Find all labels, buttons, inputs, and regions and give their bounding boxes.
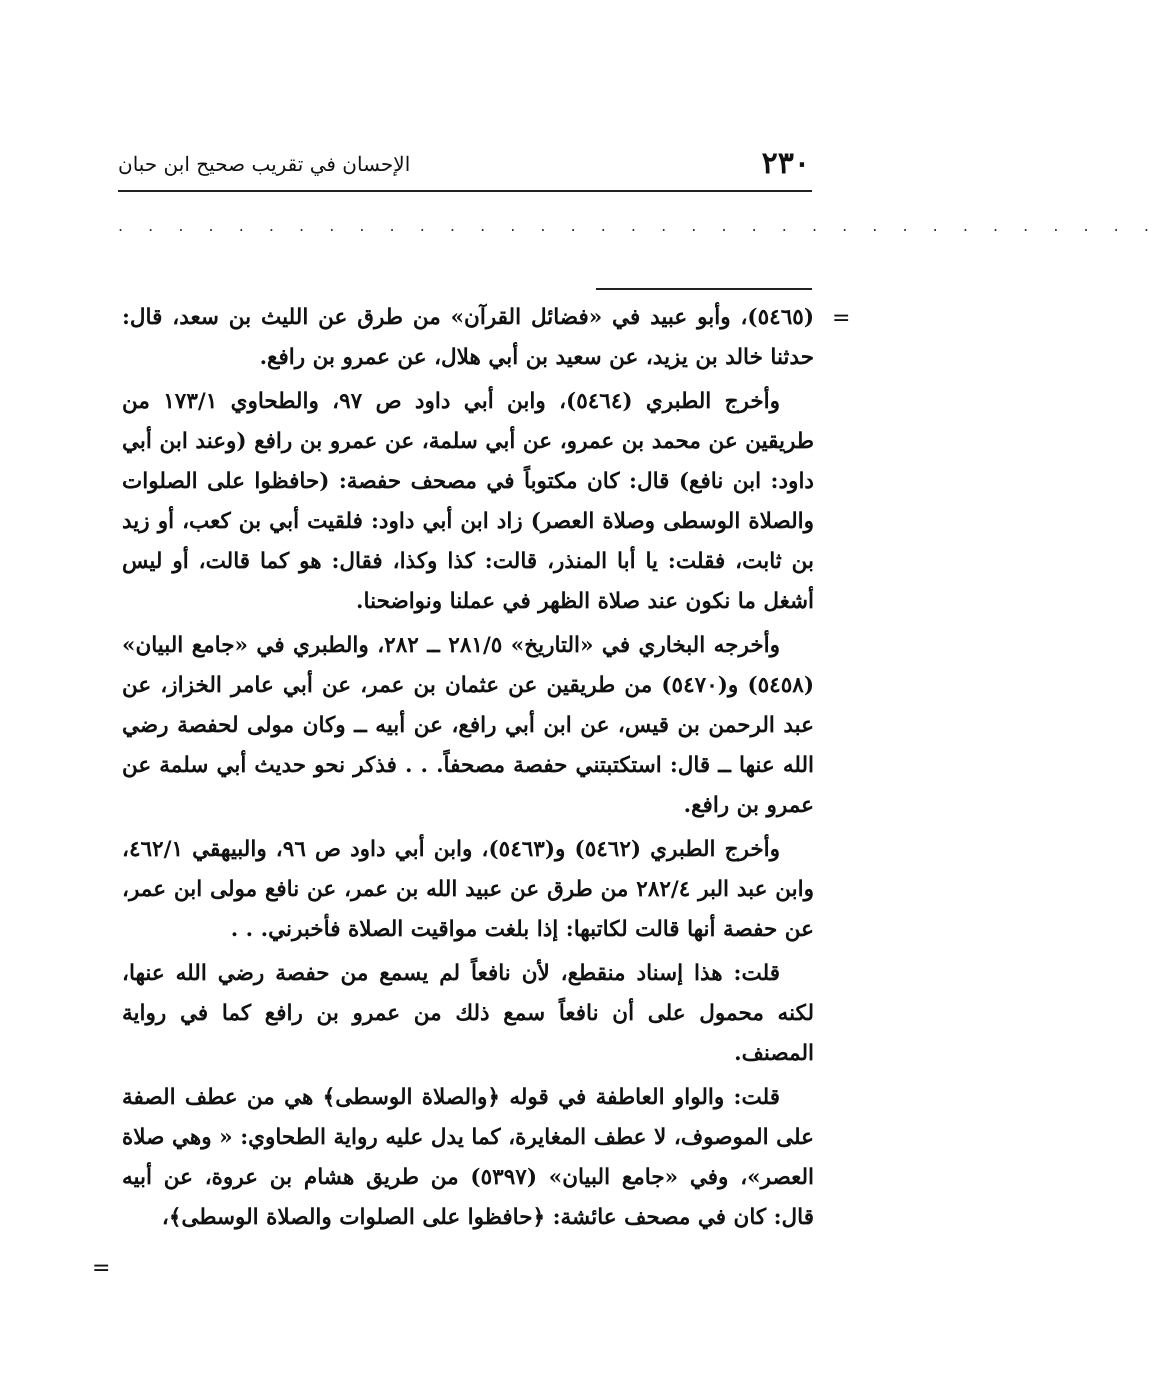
continuation-mark-top: = <box>832 306 851 331</box>
dotted-separator: . . . . . . . . . . . . . . . . . . . . . . . . . . . . . . . . . . . <box>118 216 1159 235</box>
continues-mark-bottom: = <box>92 1256 111 1281</box>
page-number: ٢٣٠ <box>761 146 810 181</box>
footnote-paragraph: وأخرج الطبري (٥٤٦٤)، وابن أبي داود ص ٩٧، والطحاوي ١٧٣/١ من طريقين عن محمد بن عمرو، عن أبي سلمة، عن عمرو بن رافع (وعند ابن أبي داود: ابن نافع) قال: كان مكتوباً في مصحف حفصة: (حافظوا على الصلوات والصلاة الوسطى وصلاة العصر) زاد ابن أبي داود: فلقيت أبي بن كعب، أو زيد بن ثابت، فقلت: يا أبا المنذر، قالت: كذا وكذا، فقال: هو كما قالت، أو ليس أشغل ما نكون عند صلاة الظهر في عملنا ونواضحنا. <box>122 389 814 614</box>
footnote-paragraph: قلت: هذا إسناد منقطع، لأن نافعاً لم يسمع من حفصة رضي الله عنها، لكنه محمول على أن نافعاً سمع ذلك من عمرو بن رافع كما في رواية المصنف. <box>122 961 814 1066</box>
footnote-paragraph: وأخرج الطبري (٥٤٦٢) و(٥٤٦٣)، وابن أبي داود ص ٩٦، والبيهقي ٤٦٢/١، وابن عبد البر ٢٨٢/٤ من طرق عن عبيد الله بن عمر، عن نافع مولى ابن عمر، عن حفصة أنها قالت لكاتبها: إذا بلغت مواقيت الصلاة فأخبرني. . . <box>122 837 814 942</box>
running-title: الإحسان في تقريب صحيح ابن حبان <box>118 152 411 176</box>
footnote-rule <box>596 288 812 290</box>
footnote-body <box>122 298 814 1238</box>
footnote-paragraph: وأخرجه البخاري في «التاريخ» ٢٨١/٥ ــ ٢٨٢، والطبري في «جامع البيان» (٥٤٥٨) و(٥٤٧٠) من طريقين عن عثمان بن عمر، عن أبي عامر الخزاز، عن عبد الرحمن بن قيس، عن ابن أبي رافع، عن أبيه ــ وكان مولى لحفصة رضي الله عنها ــ قال: استكتبتني حفصة مصحفاً. . . فذكر نحو حديث أبي سلمة عن عمرو بن رافع. <box>122 633 815 818</box>
header-rule <box>118 190 812 192</box>
footnote-paragraph: قلت: والواو العاطفة في قوله ﴿والصلاة الوسطى﴾ هي من عطف الصفة على الموصوف، لا عطف المغايرة، كما يدل عليه رواية الطحاوي: « وهي صلاة العصر»، وفي «جامع البيان» (٥٣٩٧) من طريق هشام بن عروة، عن أبيه قال: كان في مصحف عائشة: ﴿حافظوا على الصلوات والصلاة الوسطى﴾، <box>122 1085 814 1230</box>
page-header <box>118 142 810 188</box>
footnote-paragraph: (٥٤٦٥)، وأبو عبيد في «فضائل القرآن» من طرق عن الليث بن سعد، قال: حدثنا خالد بن يزيد، عن سعيد بن أبي هلال، عن عمرو بن رافع. <box>122 305 814 370</box>
